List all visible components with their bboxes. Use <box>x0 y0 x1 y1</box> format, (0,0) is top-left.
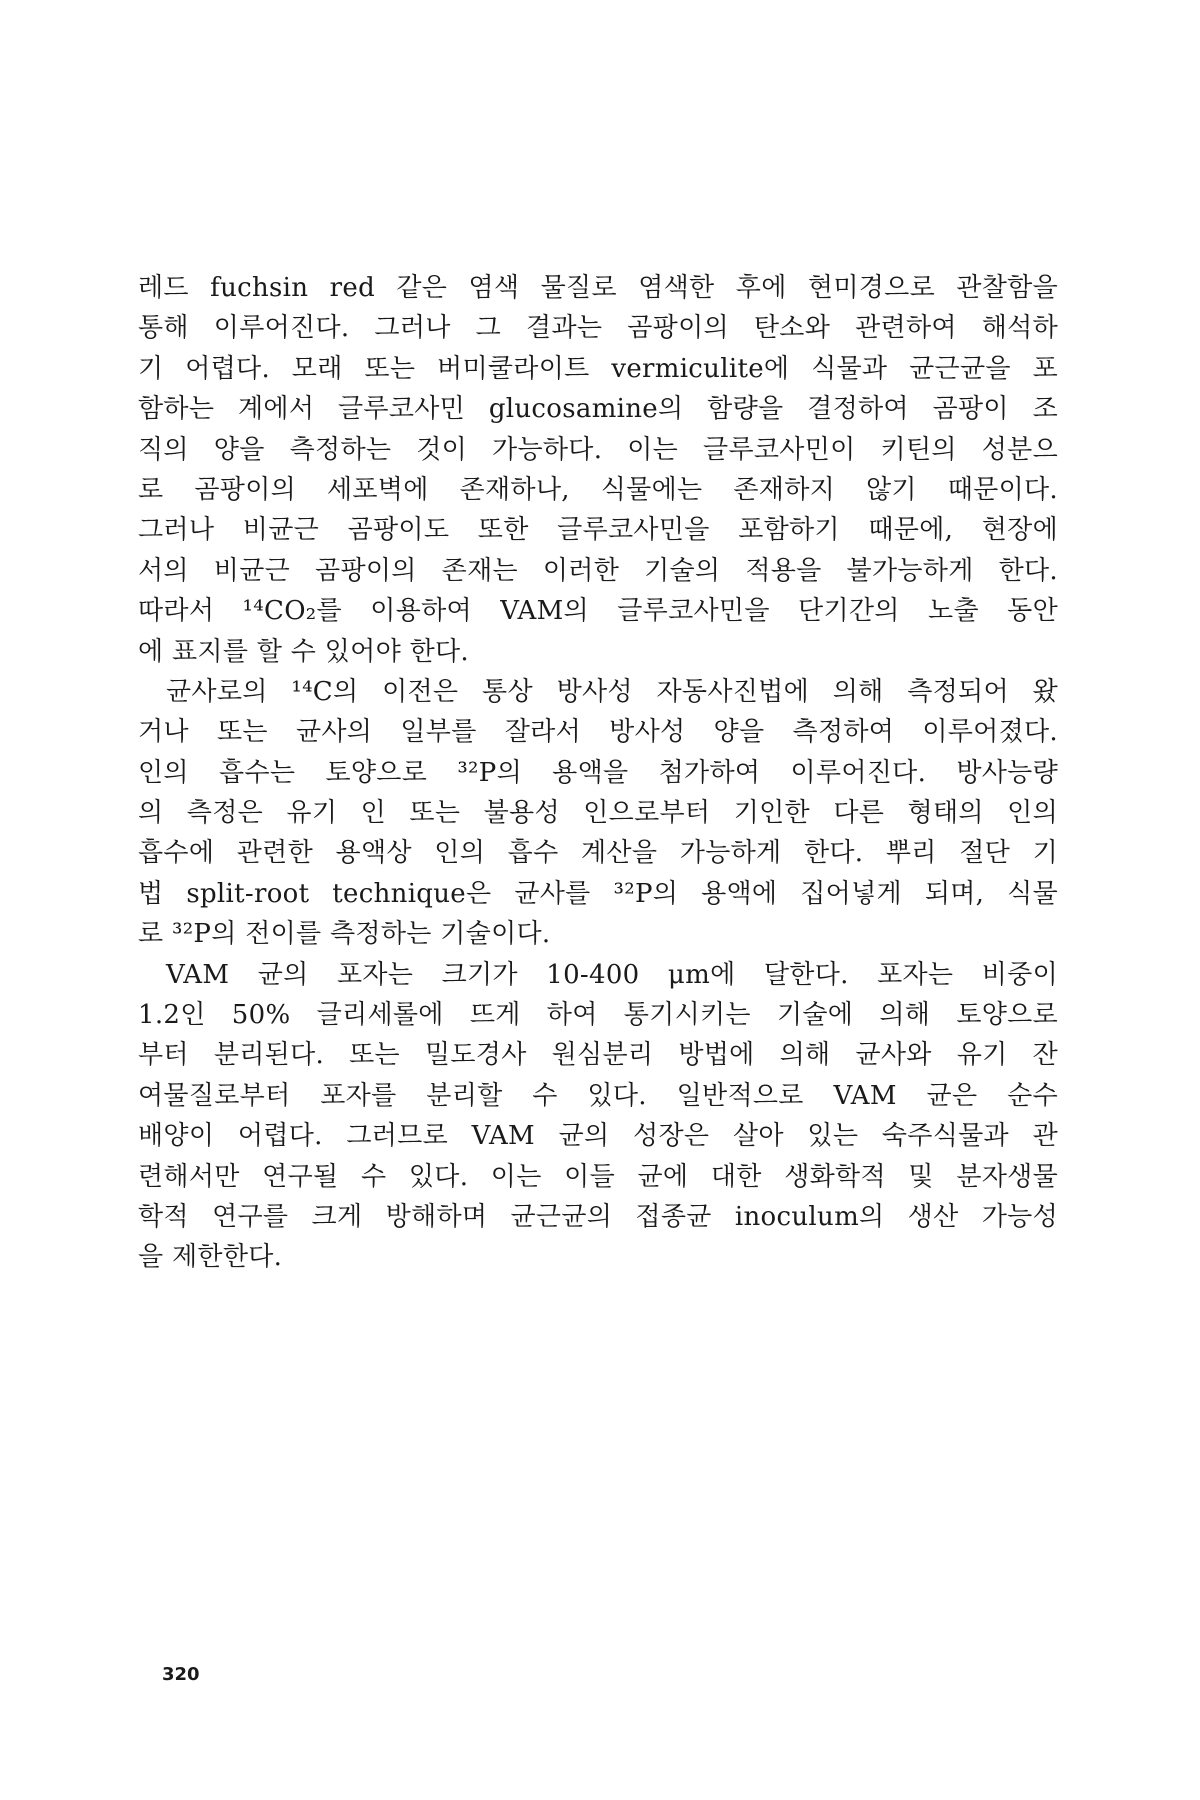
text-line: 의 측정은 유기 인 또는 불용성 인으로부터 기인한 다른 형태의 인의 <box>138 798 1058 829</box>
text-line: 련해서만 연구될 수 있다. 이는 이들 균에 대한 생화학적 및 분자생물 <box>138 1161 1058 1192</box>
text-line: 거나 또는 균사의 일부를 잘라서 방사성 양을 측정하여 이루어졌다. <box>138 717 1058 748</box>
text-line: 배양이 어렵다. 그러므로 VAM 균의 성장은 살아 있는 숙주식물과 관 <box>138 1121 1058 1152</box>
text-line: 레드 fuchsin red 같은 염색 물질로 염색한 후에 현미경으로 관찰함을 <box>138 273 1058 303</box>
text-line: 통해 이루어진다. 그러나 그 결과는 곰팡이의 탄소와 관련하여 해석하 <box>138 313 1058 344</box>
text-line: VAM 균의 포자는 크기가 10-400 μm에 달한다. 포자는 비중이 <box>166 959 1058 990</box>
text-line: 1.2인 50% 글리세롤에 뜨게 하여 통기시키는 기술에 의해 토양으로 <box>138 1000 1058 1031</box>
text-line: 을 제한한다. <box>138 1242 283 1273</box>
text-line: 그러나 비균근 곰팡이도 또한 글루코사민을 포함하기 때문에, 현장에 <box>138 515 1058 546</box>
body-text <box>138 268 1058 1278</box>
text-line: 따라서 ¹⁴CO₂를 이용하여 VAM의 글루코사민을 단기간의 노출 동안 <box>138 596 1058 627</box>
text-line: 흡수에 관련한 용액상 인의 흡수 계산을 가능하게 한다. 뿌리 절단 기 <box>138 838 1058 869</box>
text-line: 로 ³²P의 전이를 측정하는 기술이다. <box>138 919 551 950</box>
text-line: 여물질로부터 포자를 분리할 수 있다. 일반적으로 VAM 균은 순수 <box>138 1080 1058 1111</box>
text-line: 균사로의 ¹⁴C의 이전은 통상 방사성 자동사진법에 의해 측정되어 왔 <box>166 676 1058 707</box>
text-line: 인의 흡수는 토양으로 ³²P의 용액을 첨가하여 이루어진다. 방사능량 <box>138 757 1058 788</box>
text-line: 함하는 계에서 글루코사민 glucosamine의 함량을 결정하여 곰팡이 조 <box>138 394 1058 425</box>
text-line: 부터 분리된다. 또는 밀도경사 원심분리 방법에 의해 균사와 유기 잔 <box>138 1040 1058 1071</box>
text-line: 학적 연구를 크게 방해하며 균근균의 접종균 inoculum의 생산 가능성 <box>138 1201 1058 1232</box>
text-line: 로 곰팡이의 세포벽에 존재하나, 식물에는 존재하지 않기 때문이다. <box>138 474 1058 505</box>
page-number: 320 <box>162 1664 200 1685</box>
text-line: 서의 비균근 곰팡이의 존재는 이러한 기술의 적용을 불가능하게 한다. <box>138 555 1058 586</box>
text-line: 에 표지를 할 수 있어야 한다. <box>138 636 469 667</box>
text-line: 기 어렵다. 모래 또는 버미쿨라이트 vermiculite에 식물과 균근균을 포 <box>138 353 1058 384</box>
text-line: 직의 양을 측정하는 것이 가능하다. 이는 글루코사민이 키틴의 성분으 <box>138 434 1058 465</box>
text-line: 법 split-root technique은 균사를 ³²P의 용액에 집어넣게 되며, 식물 <box>138 878 1058 909</box>
